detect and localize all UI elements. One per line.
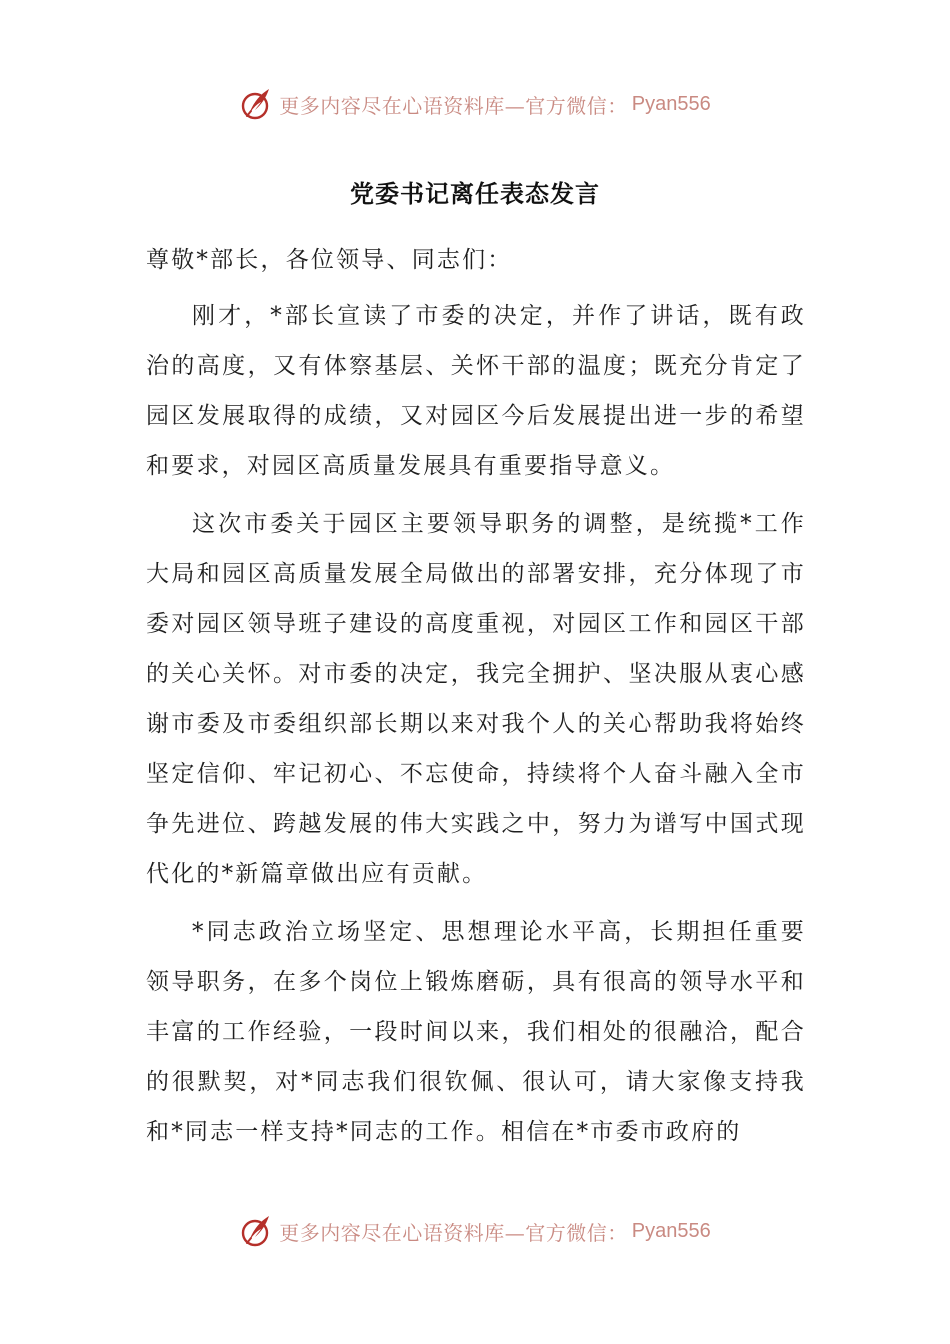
banner-text: 更多内容尽在心语资料库—官方微信： (279, 1220, 628, 1245)
document-body (146, 235, 806, 1165)
footer-banner (0, 1211, 950, 1251)
paragraph-1: 刚才，*部长宣读了市委的决定，并作了讲话，既有政治的高度，又有体察基层、关怀干部的温度；既充分肯定了园区发展取得的成绩，又对园区今后发展提出进一步的希望和要求，对园区高质量发展具有重要指导意义。 (146, 303, 806, 479)
paragraph-2: 这次市委关于园区主要领导职务的调整，是统揽*工作大局和园区高质量发展全局做出的部署安排，充分体现了市委对园区领导班子建设的高度重视，对园区工作和园区干部的关心关怀。对市委的决定，我完全拥护、坚决服从衷心感谢市委及市委组织部长期以来对我个人的关心帮助我将始终坚定信仰、牢记初心、不忘使命，持续将个人奋斗融入全市争先进位、跨越发展的伟大实践之中，努力为谱写中国式现代化的*新篇章做出应有贡献。 (146, 511, 806, 887)
salutation: 尊敬*部长，各位领导、同志们： (146, 247, 513, 273)
paragraph-3: *同志政治立场坚定、思想理论水平高，长期担任重要领导职务，在多个岗位上锻炼磨砺，具有很高的领导水平和丰富的工作经验，一段时间以来，我们相处的很融洽，配合的很默契，对*同志我们很钦佩、很认可，请大家像支持我和*同志一样支持*同志的工作。相信在*市委市政府的 (146, 919, 806, 1145)
banner-text: 更多内容尽在心语资料库—官方微信： (279, 93, 628, 118)
quill-pen-logo-icon (239, 1213, 275, 1249)
document-title: 党委书记离任表态发言 (350, 179, 600, 208)
quill-pen-logo-icon (239, 86, 275, 122)
header-banner (0, 84, 950, 124)
wechat-id: Pyan556 (631, 92, 711, 115)
wechat-id: Pyan556 (631, 1219, 711, 1242)
